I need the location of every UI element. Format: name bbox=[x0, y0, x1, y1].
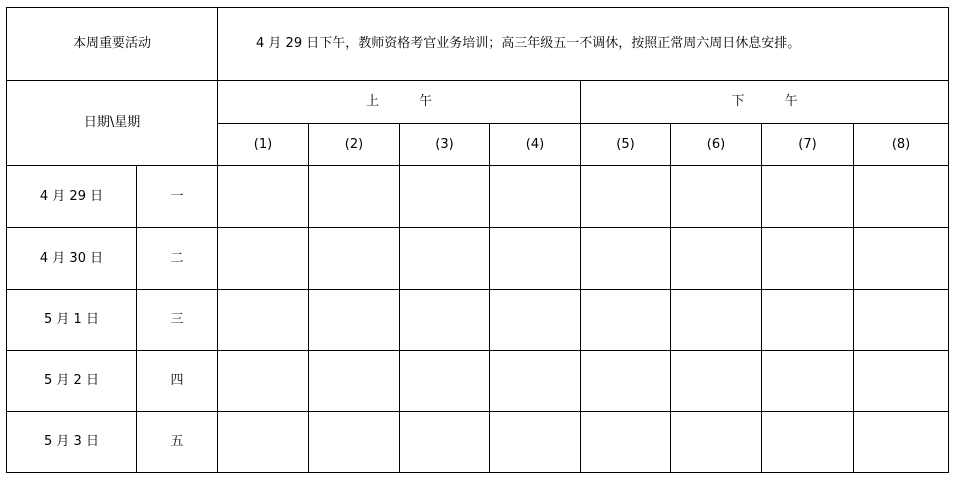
schedule-cell[interactable] bbox=[671, 351, 762, 412]
schedule-cell[interactable] bbox=[671, 166, 762, 228]
schedule-cell[interactable] bbox=[671, 228, 762, 290]
morning-char-1: 上 bbox=[366, 94, 380, 110]
schedule-cell[interactable] bbox=[218, 412, 309, 473]
schedule-cell[interactable] bbox=[490, 290, 581, 351]
schedule-cell[interactable] bbox=[309, 351, 400, 412]
table-row bbox=[7, 412, 949, 473]
schedule-cell[interactable] bbox=[762, 351, 854, 412]
period-header: (4) bbox=[490, 124, 581, 166]
afternoon-char-2: 午 bbox=[784, 94, 798, 110]
schedule-cell[interactable] bbox=[854, 351, 949, 412]
schedule-cell[interactable] bbox=[490, 412, 581, 473]
date-cell: 4 月 30 日 bbox=[7, 228, 137, 290]
table-row bbox=[7, 166, 949, 228]
schedule-cell[interactable] bbox=[854, 228, 949, 290]
period-header: (8) bbox=[854, 124, 949, 166]
period-header: (1) bbox=[218, 124, 309, 166]
schedule-cell[interactable] bbox=[762, 412, 854, 473]
schedule-cell[interactable] bbox=[581, 290, 671, 351]
schedule-cell[interactable] bbox=[854, 412, 949, 473]
date-weekday-header: 日期\星期 bbox=[7, 81, 218, 166]
schedule-cell[interactable] bbox=[309, 166, 400, 228]
activity-content: 4 月 29 日下午，教师资格考官业务培训；高三年级五一不调休，按照正常周六周日休息安排。 bbox=[218, 8, 949, 81]
weekday-cell: 四 bbox=[137, 351, 218, 412]
schedule-cell[interactable] bbox=[762, 228, 854, 290]
table-row bbox=[7, 228, 949, 290]
schedule-cell[interactable] bbox=[309, 228, 400, 290]
weekday-cell: 二 bbox=[137, 228, 218, 290]
schedule-cell[interactable] bbox=[854, 290, 949, 351]
weekday-cell: 一 bbox=[137, 166, 218, 228]
schedule-cell[interactable] bbox=[400, 351, 490, 412]
activity-row bbox=[7, 8, 949, 81]
date-cell: 4 月 29 日 bbox=[7, 166, 137, 228]
schedule-cell[interactable] bbox=[490, 351, 581, 412]
schedule-cell[interactable] bbox=[490, 228, 581, 290]
schedule-cell[interactable] bbox=[671, 412, 762, 473]
schedule-cell[interactable] bbox=[218, 351, 309, 412]
period-header: (7) bbox=[762, 124, 854, 166]
schedule-cell[interactable] bbox=[581, 228, 671, 290]
schedule-cell[interactable] bbox=[309, 412, 400, 473]
half-day-header-row bbox=[7, 81, 949, 124]
schedule-cell[interactable] bbox=[400, 290, 490, 351]
schedule-cell[interactable] bbox=[671, 290, 762, 351]
schedule-cell[interactable] bbox=[400, 228, 490, 290]
schedule-cell[interactable] bbox=[218, 166, 309, 228]
schedule-cell[interactable] bbox=[854, 166, 949, 228]
afternoon-header bbox=[581, 81, 949, 124]
table-row bbox=[7, 290, 949, 351]
period-header: (6) bbox=[671, 124, 762, 166]
schedule-cell[interactable] bbox=[309, 290, 400, 351]
schedule-cell[interactable] bbox=[400, 166, 490, 228]
afternoon-char-1: 下 bbox=[731, 94, 745, 110]
table-row bbox=[7, 351, 949, 412]
date-cell: 5 月 1 日 bbox=[7, 290, 137, 351]
schedule-cell[interactable] bbox=[581, 166, 671, 228]
schedule-cell[interactable] bbox=[490, 166, 581, 228]
schedule-cell[interactable] bbox=[762, 290, 854, 351]
schedule-cell[interactable] bbox=[581, 351, 671, 412]
weekday-cell: 三 bbox=[137, 290, 218, 351]
morning-char-2: 午 bbox=[419, 94, 433, 110]
period-header: (5) bbox=[581, 124, 671, 166]
period-header: (3) bbox=[400, 124, 490, 166]
schedule-table bbox=[6, 7, 949, 473]
date-cell: 5 月 2 日 bbox=[7, 351, 137, 412]
schedule-cell[interactable] bbox=[762, 166, 854, 228]
date-cell: 5 月 3 日 bbox=[7, 412, 137, 473]
schedule-cell[interactable] bbox=[218, 228, 309, 290]
weekday-cell: 五 bbox=[137, 412, 218, 473]
schedule-cell[interactable] bbox=[400, 412, 490, 473]
period-header: (2) bbox=[309, 124, 400, 166]
morning-header bbox=[218, 81, 581, 124]
activity-label: 本周重要活动 bbox=[7, 8, 218, 81]
schedule-cell[interactable] bbox=[581, 412, 671, 473]
schedule-cell[interactable] bbox=[218, 290, 309, 351]
